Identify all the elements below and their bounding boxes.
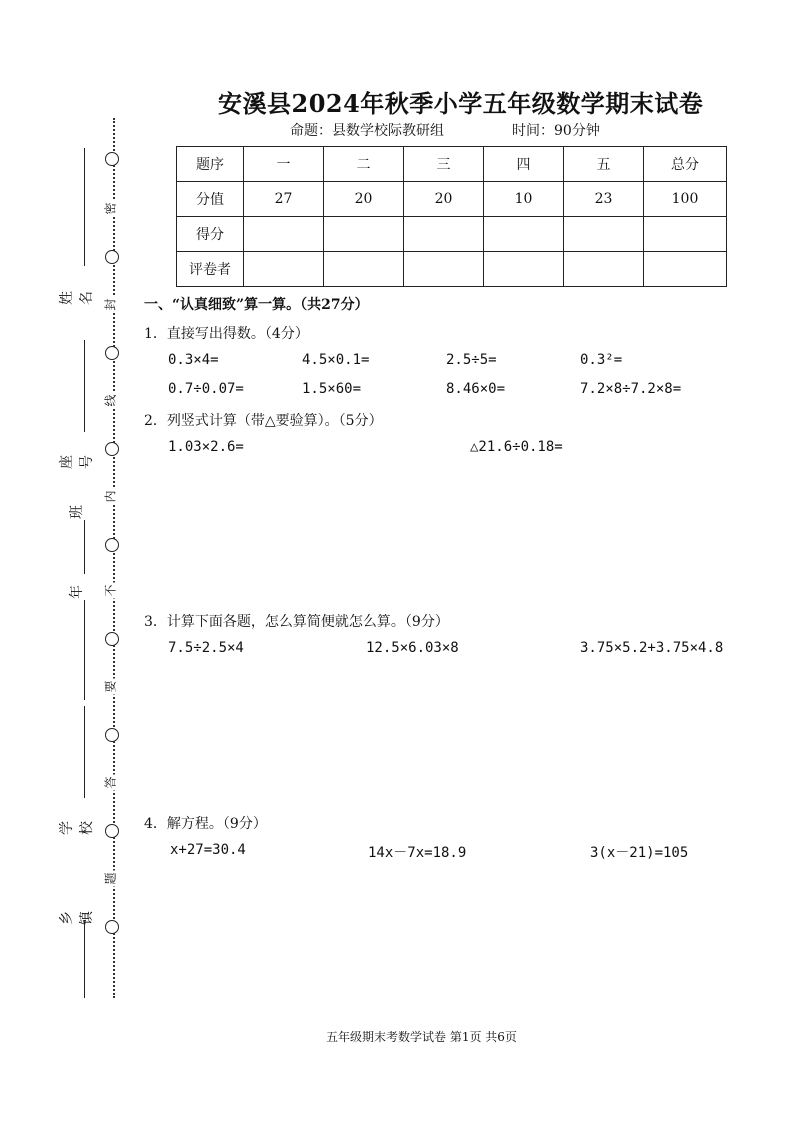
seal-char: 题: [103, 872, 118, 885]
school-label: 学校: [59, 821, 95, 835]
calc-item: 0.7÷0.07=: [168, 381, 244, 397]
table-cell: 23: [564, 182, 644, 217]
seal-char: 要: [103, 680, 118, 693]
score-input-cell[interactable]: [484, 217, 564, 252]
table-row: [177, 252, 727, 287]
calc-item: 0.3²=: [580, 352, 623, 368]
binding-circle: [105, 346, 119, 360]
table-cell: 一: [244, 147, 324, 182]
question-3-heading: 3．计算下面各题，怎么算简便就怎么算。（9分）: [144, 614, 449, 630]
table-cell: 分值: [177, 182, 244, 217]
equation-item: 3(x－21)=105: [590, 845, 689, 861]
grader-input-cell[interactable]: [244, 252, 324, 287]
page-title: 安溪县2024年秋季小学五年级数学期末试卷: [218, 89, 704, 118]
seat-blank: [84, 340, 85, 432]
binding-circle: [105, 538, 119, 552]
calc-item: 2.5÷5=: [446, 352, 497, 368]
binding-circle: [105, 442, 119, 456]
section-heading: 一、“认真细致”算一算。（共27分）: [144, 297, 369, 313]
binding-circle: [105, 152, 119, 166]
grade-label: 年: [69, 585, 85, 599]
question-1-heading: 1．直接写出得数。（4分）: [144, 326, 309, 342]
table-row: [177, 182, 727, 217]
vertical-calc-item: 1.03×2.6=: [168, 439, 244, 455]
school-blank: [84, 706, 85, 798]
grade-blank: [84, 600, 85, 700]
class-label: 班: [69, 505, 85, 519]
score-input-cell[interactable]: [644, 217, 727, 252]
question-2-heading: 2．列竖式计算（带△要验算）。（5分）: [144, 413, 383, 429]
seat-label: 座号: [59, 455, 95, 469]
score-input-cell[interactable]: [244, 217, 324, 252]
calc-item: 7.2×8÷7.2×8=: [580, 381, 682, 397]
binding-circle: [105, 632, 119, 646]
simplify-item: 7.5÷2.5×4: [168, 640, 244, 656]
table-row: [177, 147, 727, 182]
table-cell: 10: [484, 182, 564, 217]
table-cell: 评卷者: [177, 252, 244, 287]
score-input-cell[interactable]: [324, 217, 404, 252]
table-cell: 四: [484, 147, 564, 182]
score-input-cell[interactable]: [404, 217, 484, 252]
calc-item: 1.5×60=: [302, 381, 362, 397]
table-cell: 二: [324, 147, 404, 182]
table-cell: 100: [644, 182, 727, 217]
name-label: 姓名: [59, 291, 95, 305]
equation-item: 14x－7x=18.9: [368, 845, 467, 861]
simplify-item: 3.75×5.2+3.75×4.8: [580, 640, 724, 656]
calc-item: 0.3×4=: [168, 352, 219, 368]
binding-circle: [105, 824, 119, 838]
seal-char: 线: [103, 394, 118, 407]
seal-char: 封: [103, 298, 118, 311]
table-cell: 题序: [177, 147, 244, 182]
table-cell: 20: [404, 182, 484, 217]
class-blank: [84, 520, 85, 574]
calc-item: 4.5×0.1=: [302, 352, 370, 368]
score-table: [176, 146, 727, 287]
equation-item: x+27=30.4: [170, 842, 246, 858]
vertical-calc-item: △21.6÷0.18=: [470, 439, 563, 455]
grader-input-cell[interactable]: [644, 252, 727, 287]
page-footer: 五年级期末考数学试卷 第1页 共6页: [326, 1030, 517, 1044]
table-cell: 27: [244, 182, 324, 217]
question-4-heading: 4．解方程。（9分）: [144, 816, 267, 832]
score-input-cell[interactable]: [564, 217, 644, 252]
seal-char: 密: [103, 202, 118, 215]
seal-char: 内: [103, 490, 118, 503]
table-cell: 三: [404, 147, 484, 182]
binding-circle: [105, 728, 119, 742]
table-row: [177, 217, 727, 252]
seal-char: 不: [103, 584, 118, 597]
binding-circle: [105, 920, 119, 934]
name-blank: [84, 148, 85, 266]
calc-item: 8.46×0=: [446, 381, 506, 397]
table-cell: 20: [324, 182, 404, 217]
grader-input-cell[interactable]: [404, 252, 484, 287]
grader-input-cell[interactable]: [484, 252, 564, 287]
simplify-item: 12.5×6.03×8: [366, 640, 459, 656]
seal-char: 答: [103, 776, 118, 789]
time-line: 时间：90分钟: [512, 123, 600, 139]
grader-input-cell[interactable]: [324, 252, 404, 287]
town-blank: [84, 920, 85, 998]
town-label: 乡镇: [59, 911, 95, 925]
grader-input-cell[interactable]: [564, 252, 644, 287]
binding-circle: [105, 250, 119, 264]
author-line: 命题：县数学校际教研组: [290, 123, 444, 139]
table-cell: 总分: [644, 147, 727, 182]
table-cell: 五: [564, 147, 644, 182]
table-cell: 得分: [177, 217, 244, 252]
